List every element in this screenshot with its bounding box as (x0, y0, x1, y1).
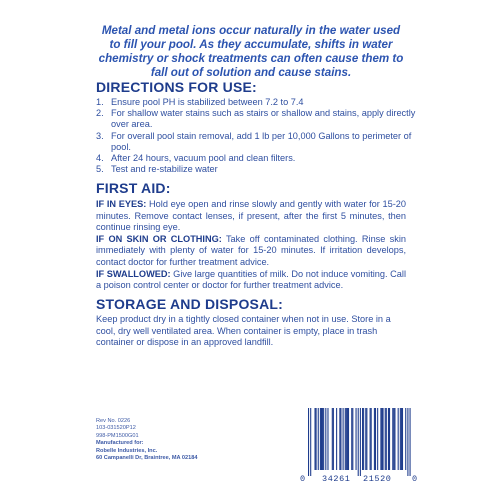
barcode-bar (377, 408, 378, 470)
product-code: 998-PM1500G01 (96, 432, 139, 439)
storage-section (96, 314, 406, 349)
swallowed-label: IF SWALLOWED: (96, 268, 171, 279)
barcode-bar (370, 408, 371, 470)
first-aid-heading: FIRST AID: (96, 180, 171, 196)
barcode-bar (327, 408, 328, 470)
barcode-bar (346, 408, 347, 470)
barcode-bar (322, 408, 323, 470)
barcode-bar (343, 408, 344, 470)
intro-paragraph: Metal and metal ions occur naturally in the water used to fill your pool. As they accumulate, shifts in water chemistry or shock treatments can often cause them to fall out of solution and cause stains. (98, 24, 404, 79)
step-text: For shallow water stains such as stairs or shallow and stains, apply directly over area. (111, 108, 416, 130)
eyes-text: Hold eye open and rinse slowly and gently with water for 15-20 minutes. Remove contact lenses, if present, after the first 5 minutes, then continue rinsing eye. (96, 199, 407, 233)
product-code: 103-031520P12 (96, 425, 136, 432)
barcode-right-digits: 21520 (363, 474, 392, 484)
barcode-bar (339, 408, 340, 470)
barcode-bar (410, 408, 411, 476)
directions-list (96, 97, 416, 175)
barcode-last-digit: 0 (412, 474, 418, 484)
step-number: 5. (96, 164, 104, 175)
barcode-bar (392, 408, 393, 470)
upc-barcode (300, 408, 420, 486)
directions-heading: DIRECTIONS FOR USE: (96, 79, 257, 95)
list-item (96, 131, 416, 153)
barcode-bar (363, 408, 364, 470)
barcode-bar (314, 408, 315, 470)
barcode-bar (321, 408, 322, 470)
step-text: Ensure pool PH is stabilized between 7.2 to 7.4 (111, 97, 304, 107)
barcode-bar (340, 408, 341, 470)
barcode-bar (400, 408, 401, 470)
barcode-bar (388, 408, 389, 470)
list-item (96, 153, 416, 164)
storage-text: Keep product dry in a tightly closed container when not in use. Store in a cool, dry well ventilated area. When container is empty, place in trash container or dispose in an approved landfill. (96, 314, 391, 348)
barcode-bar (360, 408, 361, 476)
barcode-bar (345, 408, 346, 470)
barcode-bar (393, 408, 394, 470)
barcode-bar (401, 408, 402, 470)
first-aid-swallowed (96, 269, 406, 292)
barcode-bar (333, 408, 334, 470)
barcode-bar (348, 408, 349, 470)
barcode-bar (351, 408, 352, 470)
barcode-bar (325, 408, 326, 470)
list-item (96, 108, 416, 130)
barcode-bar (347, 408, 348, 470)
company-address: 60 Campanelli Dr, Braintree, MA 02184 (96, 455, 198, 462)
storage-heading: STORAGE AND DISPOSAL: (96, 296, 283, 312)
barcode-bar (394, 408, 395, 470)
barcode-bar (405, 408, 406, 470)
barcode-bar (308, 408, 309, 476)
step-text: Test and re-stabilize water (111, 164, 218, 175)
step-number: 3. (96, 130, 104, 141)
step-number: 4. (96, 153, 104, 164)
swallowed-text: Give large quantities of milk. Do not induce vomiting. Call a poison control center or doctor for further treatment advice. (96, 268, 406, 291)
barcode-left-digits: 34261 (322, 474, 351, 484)
barcode-bar (316, 408, 317, 470)
barcode-bar (381, 408, 382, 470)
eyes-label: IF IN EYES: (96, 199, 147, 209)
barcode-bar (332, 408, 333, 470)
skin-label: IF ON SKIN OR CLOTHING: (96, 233, 222, 244)
barcode-bar (374, 408, 375, 470)
barcode-bar (398, 408, 399, 470)
step-text: After 24 hours, vacuum pool and clean filters. (111, 153, 296, 164)
barcode-bar (356, 408, 357, 470)
barcode-bar (352, 408, 353, 470)
barcode-bar (323, 408, 324, 470)
barcode-bar (365, 408, 366, 470)
barcode-first-digit: 0 (300, 474, 306, 484)
barcode-bars (300, 408, 420, 476)
step-number: 1. (96, 97, 104, 107)
step-text: For overall pool stain removal, add 1 lb per 10,000 Gallons to perimeter of pool. (111, 130, 412, 152)
barcode-bar (383, 408, 384, 470)
barcode-bar (366, 408, 367, 470)
list-item (96, 97, 416, 108)
barcode-bar (358, 408, 359, 476)
barcode-digits (300, 474, 420, 484)
barcode-bar (310, 408, 311, 476)
barcode-bar (318, 408, 319, 470)
barcode-bar (386, 408, 387, 470)
manufacturer-info (96, 418, 266, 462)
first-aid-section (96, 199, 406, 292)
barcode-bar (407, 408, 408, 476)
first-aid-skin (96, 234, 406, 269)
list-item (96, 164, 416, 175)
revision-number: Rev No. 0226 (96, 418, 131, 424)
barcode-bar (375, 408, 376, 470)
barcode-bar (380, 408, 381, 470)
barcode-bar (336, 408, 337, 470)
barcode-bar (389, 408, 390, 470)
barcode-bar (385, 408, 386, 470)
barcode-bar (362, 408, 363, 470)
barcode-bar (320, 408, 321, 470)
company-name: Robelle Industries, Inc. (96, 447, 158, 454)
barcode-bar (371, 408, 372, 470)
barcode-bar (402, 408, 403, 470)
first-aid-eyes (96, 199, 406, 234)
step-number: 2. (96, 108, 104, 119)
manufactured-for-label: Manufactured for: (96, 440, 144, 447)
skin-text: Take off contaminated clothing. Rinse skin immediately with plenty of water for 15-20 minutes. If irritation develops, contact doctor for further treatment advice. (96, 233, 406, 267)
